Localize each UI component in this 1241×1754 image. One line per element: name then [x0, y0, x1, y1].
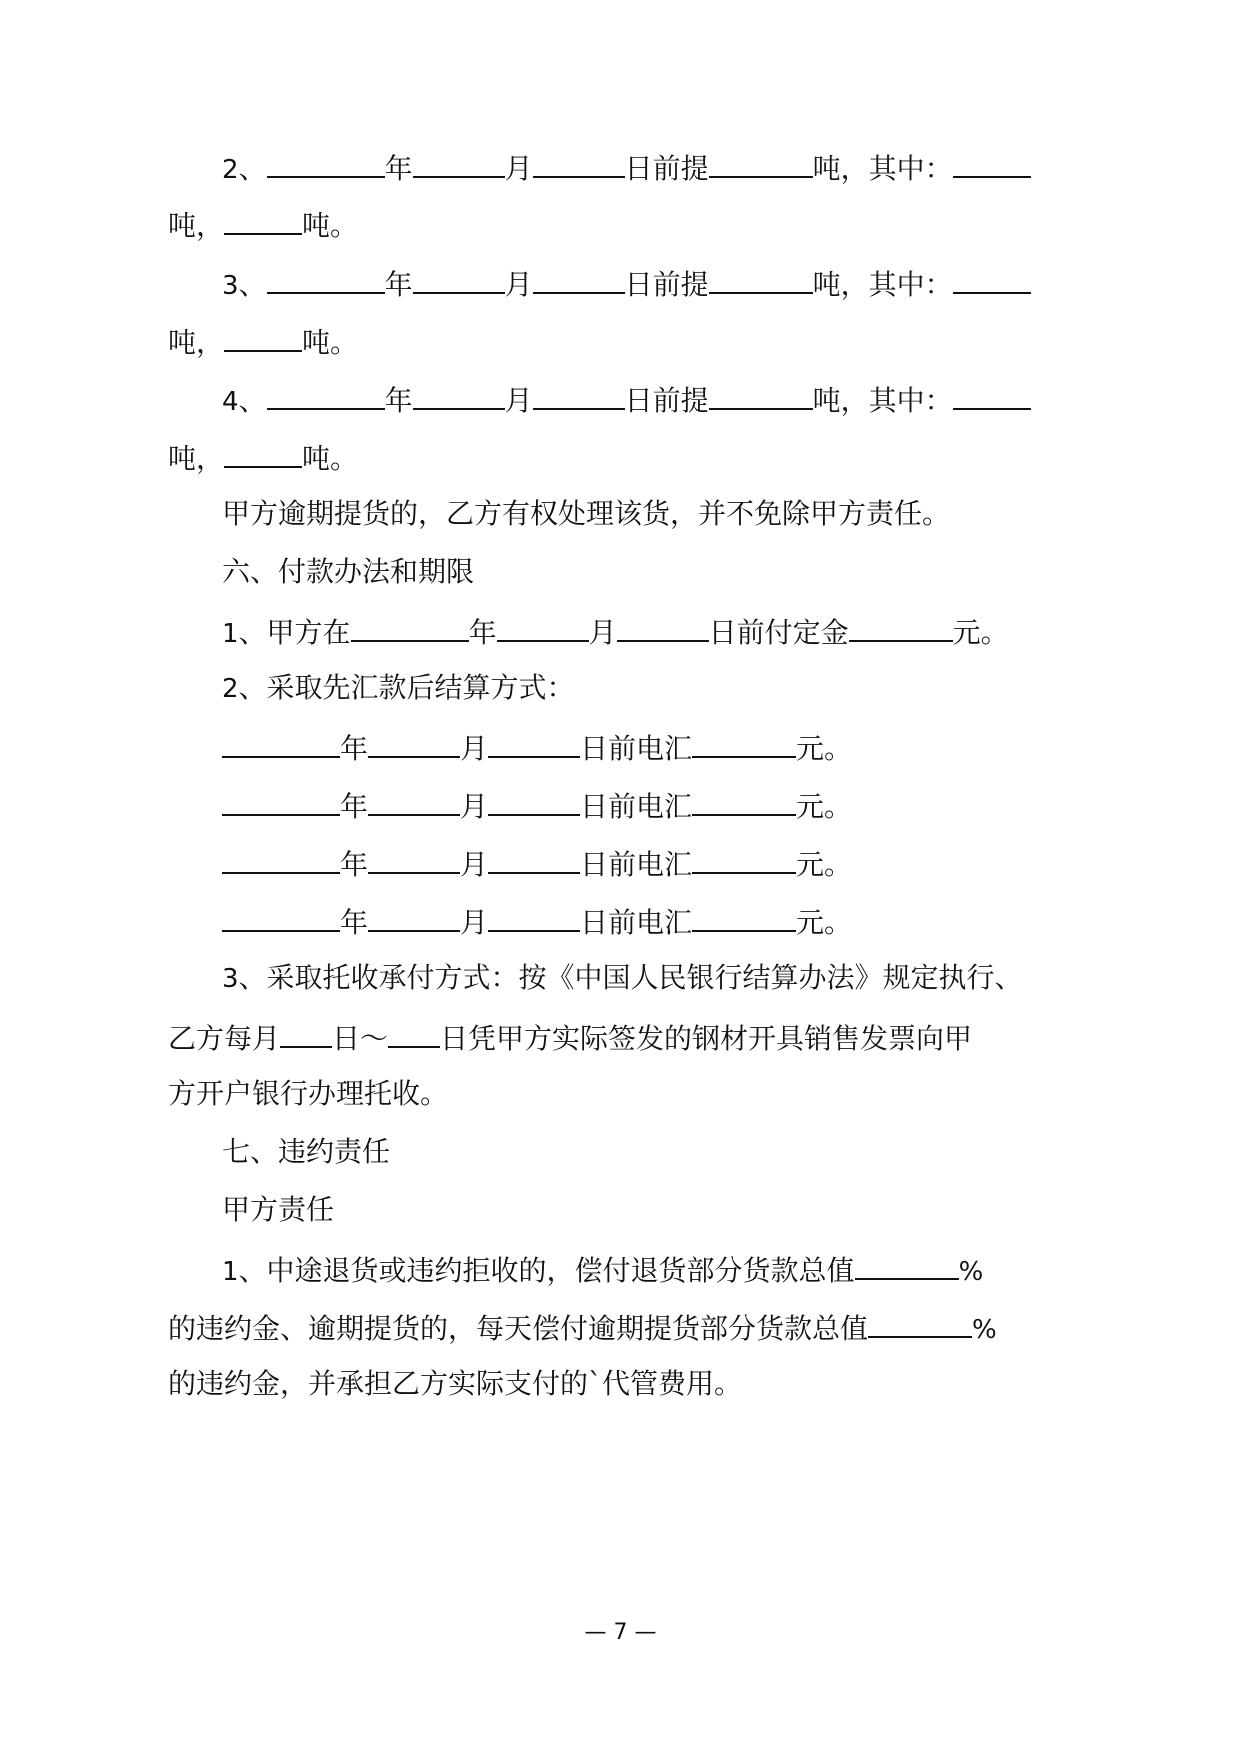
blank-field[interactable]	[617, 610, 709, 642]
blank-field[interactable]	[267, 146, 385, 178]
wire-transfer-line: 年 月 日前电汇 元。	[222, 900, 852, 943]
delivery-line-4-cont: 吨， 吨。	[168, 436, 358, 479]
wire-transfer-line: 年 月 日前电汇 元。	[222, 726, 852, 769]
liability-clause-1: 1、中途退货或违约拒收的，偿付退货部分货款总值 %	[222, 1248, 983, 1292]
blank-field[interactable]	[222, 726, 340, 758]
delivery-line-3: 3、 年 月 日前提 吨，其中：	[222, 262, 1031, 306]
blank-field[interactable]	[533, 262, 625, 294]
blank-field[interactable]	[222, 842, 340, 874]
blank-field[interactable]	[280, 1016, 332, 1048]
blank-field[interactable]	[488, 726, 580, 758]
blank-field[interactable]	[388, 1016, 440, 1048]
section-heading-payment: 六、付款办法和期限	[222, 555, 475, 588]
blank-field[interactable]	[953, 262, 1031, 294]
blank-field[interactable]	[224, 436, 302, 468]
blank-field[interactable]	[488, 842, 580, 874]
blank-field[interactable]	[368, 784, 460, 816]
blank-field[interactable]	[413, 146, 505, 178]
delivery-line-4: 4、 年 月 日前提 吨，其中：	[222, 378, 1031, 422]
blank-field[interactable]	[692, 784, 796, 816]
blank-field[interactable]	[709, 262, 813, 294]
blank-field[interactable]	[413, 378, 505, 410]
page-number: — 7 —	[584, 1620, 657, 1645]
blank-field[interactable]	[692, 842, 796, 874]
payment-method-3-end: 方开户银行办理托收。	[168, 1077, 449, 1110]
payment-method-3-cont: 乙方每月 日～ 日凭甲方实际签发的钢材开具销售发票向甲	[168, 1016, 972, 1059]
delivery-line-2-cont: 吨， 吨。	[168, 203, 358, 246]
blank-field[interactable]	[709, 378, 813, 410]
blank-field[interactable]	[868, 1306, 972, 1338]
blank-field[interactable]	[849, 610, 953, 642]
blank-field[interactable]	[368, 842, 460, 874]
blank-field[interactable]	[533, 378, 625, 410]
blank-field[interactable]	[368, 900, 460, 932]
payment-deposit-line: 1、甲方在 年 月 日前付定金 元。	[222, 610, 1009, 654]
payment-method-3: 3、采取托收承付方式：按《中国人民银行结算办法》规定执行、	[222, 961, 1023, 994]
blank-field[interactable]	[692, 726, 796, 758]
wire-transfer-line: 年 月 日前电汇 元。	[222, 784, 852, 827]
blank-field[interactable]	[267, 378, 385, 410]
delivery-line-3-cont: 吨， 吨。	[168, 320, 358, 363]
blank-field[interactable]	[368, 726, 460, 758]
payment-method-2: 2、采取先汇款后结算方式：	[222, 671, 575, 704]
blank-field[interactable]	[953, 146, 1031, 178]
blank-field[interactable]	[855, 1248, 959, 1280]
subheading-party-a: 甲方责任	[222, 1193, 335, 1226]
blank-field[interactable]	[709, 146, 813, 178]
blank-field[interactable]	[497, 610, 589, 642]
blank-field[interactable]	[267, 262, 385, 294]
blank-field[interactable]	[692, 900, 796, 932]
blank-field[interactable]	[222, 784, 340, 816]
blank-field[interactable]	[533, 146, 625, 178]
blank-field[interactable]	[224, 203, 302, 235]
section-heading-liability: 七、违约责任	[222, 1135, 391, 1168]
liability-clause-1-cont: 的违约金、逾期提货的，每天偿付逾期提货部分货款总值 %	[168, 1306, 997, 1350]
blank-field[interactable]	[224, 320, 302, 352]
blank-field[interactable]	[953, 378, 1031, 410]
late-pickup-clause: 甲方逾期提货的，乙方有权处理该货，并不免除甲方责任。	[222, 497, 951, 530]
blank-field[interactable]	[351, 610, 469, 642]
blank-field[interactable]	[413, 262, 505, 294]
blank-field[interactable]	[222, 900, 340, 932]
wire-transfer-line: 年 月 日前电汇 元。	[222, 842, 852, 885]
blank-field[interactable]	[488, 900, 580, 932]
blank-field[interactable]	[488, 784, 580, 816]
delivery-line-2: 2、 年 月 日前提 吨，其中：	[222, 146, 1031, 190]
liability-clause-1-end: 的违约金，并承担乙方实际支付的`代管费用。	[168, 1367, 743, 1400]
